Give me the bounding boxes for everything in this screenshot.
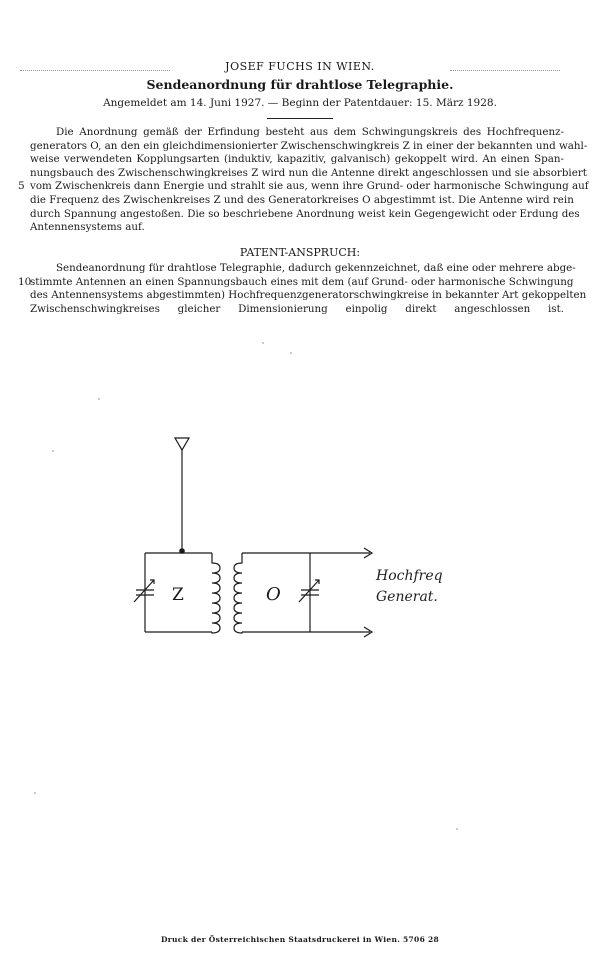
scan-speck [456, 828, 458, 830]
scan-speck [52, 450, 54, 452]
text-line: stimmte Antennen an einen Spannungsbauch eines mit dem (auf Grund- oder harmonische Schwingung [30, 275, 574, 288]
text-line: generators O, an den ein gleichdimensionierter Zwischenschwingkreis Z in einer der bekannten und wahl- [30, 139, 588, 152]
label-z: Z [172, 585, 184, 605]
antenna-icon [175, 438, 189, 553]
printer-footer: Druck der Österreichischen Staatsdruckerei in Wien. 5706 28 [160, 935, 440, 944]
scan-speck [34, 792, 36, 794]
generator-circuit-o [234, 548, 372, 637]
handwritten-label-generat: Generat. [376, 589, 438, 605]
label-o: O [266, 584, 281, 605]
title-divider [267, 118, 333, 119]
text-line: des Antennensystems abgestimmten) Hochfrequenzgeneratorschwingkreise in bekannter Art gekoppelten [30, 289, 587, 302]
scan-speck [262, 342, 264, 344]
patent-author: JOSEF FUCHS IN WIEN. [225, 60, 375, 73]
text-line: durch Spannung angestoßen. Die so beschriebene Anordnung weist kein Gegengewicht oder Erdung des [30, 207, 580, 220]
circuit-diagram [120, 430, 460, 650]
patent-dates: Angemeldet am 14. Juni 1927. — Beginn der Patentdauer: 15. März 1928. [103, 97, 497, 109]
line-number-5: 5 [18, 180, 25, 192]
description-paragraph [30, 126, 589, 235]
text-line: nungsbauch des Zwischenschwingkreises Z wird nun die Antenne direkt angeschlossen und sie absorbiert [30, 166, 587, 179]
line-number-10: 10 [18, 276, 32, 288]
text-line: Zwischenschwingkreises gleicher Dimensionierung einpolig direkt angeschlossen ist. [30, 302, 564, 315]
text-line: Sendeanordnung für drahtlose Telegraphie, dadurch gekennzeichnet, daß eine oder mehrere abge- [56, 262, 576, 274]
text-line: vom Zwischenkreis dann Energie und strahlt sie aus, wenn ihre Grund- oder harmonische Schwingung auf [30, 180, 589, 193]
scan-speck [290, 352, 292, 354]
handwritten-label-hochfreq: Hochfreq [376, 568, 443, 584]
text-line: Antennensystems auf. [30, 221, 145, 234]
claim-paragraph [30, 262, 587, 316]
coil-o-icon [234, 553, 242, 633]
coil-z-icon [212, 553, 220, 633]
text-line: weise verwendeten Kopplungsarten (induktiv, kapazitiv, galvanisch) gekoppelt wird. An einen Span- [30, 153, 564, 166]
text-line: Die Anordnung gemäß der Erfindung besteht aus dem Schwingungskreis des Hochfrequenz- [56, 126, 564, 138]
text-line: die Frequenz des Zwischenkreises Z und des Generatorkreises O abgestimmt ist. Die Antenne wird rein [30, 193, 574, 206]
scan-speck [98, 398, 100, 400]
claim-heading: PATENT-ANSPRUCH: [239, 246, 361, 259]
variable-capacitor-icon [299, 580, 319, 602]
patent-title: Sendeanordnung für drahtlose Telegraphie. [146, 77, 454, 92]
variable-capacitor-icon [134, 580, 154, 602]
